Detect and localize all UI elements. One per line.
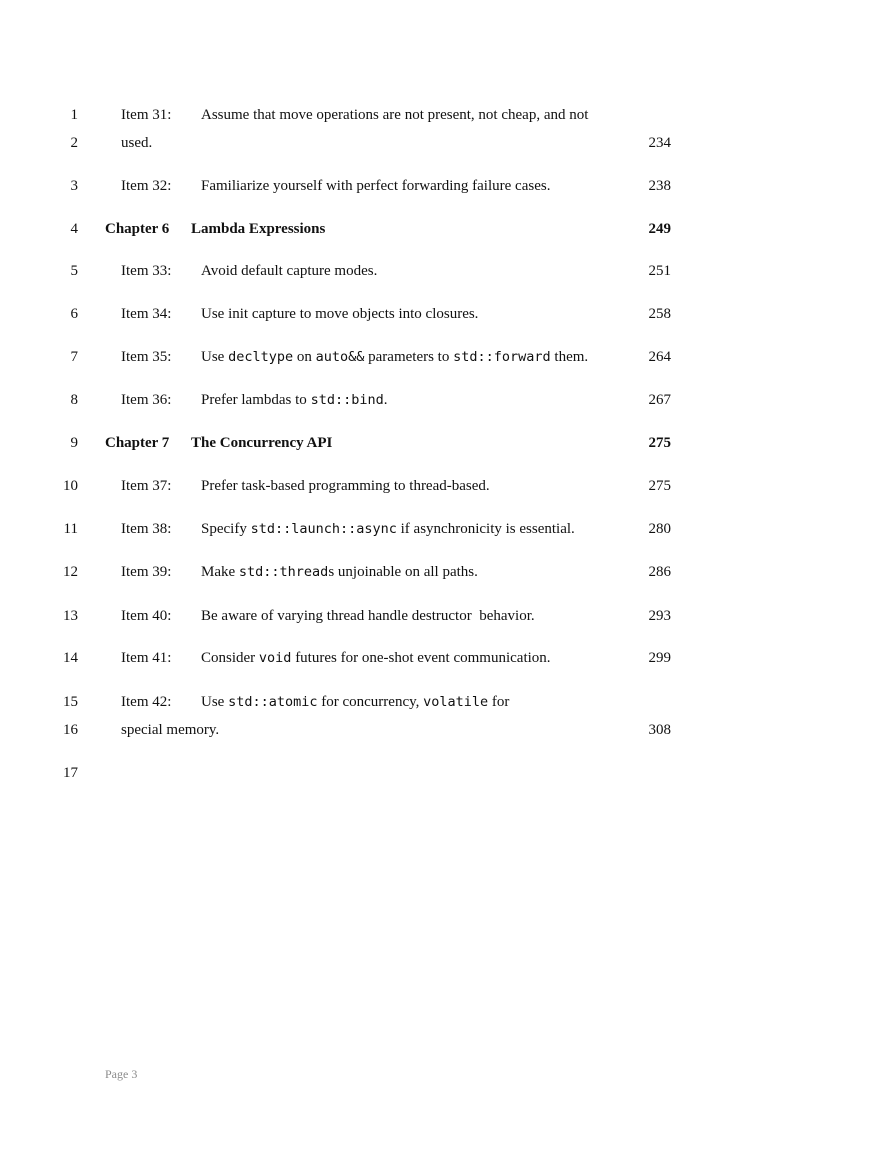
item-title: Prefer lambdas to std::bind.	[201, 392, 388, 408]
page-number: 249	[648, 221, 671, 237]
line-number: 6	[70, 306, 78, 322]
line-number: 12	[63, 564, 78, 580]
toc-entry-item-37[interactable]	[105, 476, 671, 496]
item-label: Item 40:	[121, 608, 172, 624]
item-label: Item 32:	[121, 178, 172, 194]
item-title: Make std::threads unjoinable on all paths.	[201, 564, 478, 580]
line-number: 13	[63, 608, 78, 624]
page-number: 238	[648, 178, 671, 194]
item-title: Use decltype on auto&& parameters to std::forward them.	[201, 349, 589, 365]
item-label: Item 39:	[121, 564, 172, 580]
line-number: 11	[63, 521, 78, 537]
item-title: Familiarize yourself with perfect forwarding failure cases.	[201, 178, 551, 194]
line-number: 9	[70, 435, 78, 451]
item-title: Use init capture to move objects into closures.	[201, 306, 479, 322]
line-number: 8	[70, 392, 78, 408]
toc-entry-item-40[interactable]	[105, 606, 671, 626]
chapter-label: Chapter 6	[105, 221, 170, 237]
line-number: 2	[70, 135, 78, 151]
page-number: 264	[648, 349, 671, 365]
page-number: 275	[648, 435, 671, 451]
toc-entry-item-31[interactable]	[105, 105, 671, 125]
toc-entry-item-35[interactable]	[105, 347, 671, 367]
page-number: 280	[648, 521, 671, 537]
item-label: Item 31:	[121, 107, 172, 123]
page-number: 293	[648, 608, 671, 624]
line-number: 7	[70, 349, 78, 365]
item-title-continued: used.	[121, 135, 153, 151]
item-label: Item 35:	[121, 349, 172, 365]
item-label: Item 42:	[121, 694, 172, 710]
item-label: Item 41:	[121, 650, 172, 666]
toc-entry-item-42[interactable]	[105, 692, 671, 712]
line-number: 10	[63, 478, 78, 494]
chapter-title: Lambda Expressions	[191, 221, 326, 237]
toc-entry-item-33[interactable]	[105, 261, 671, 281]
chapter-title: The Concurrency API	[191, 435, 333, 451]
item-title-continued: special memory.	[121, 722, 220, 738]
item-label: Item 33:	[121, 263, 172, 279]
page-number: 251	[648, 263, 671, 279]
item-title: Specify std::launch::async if asynchronicity is essential.	[201, 521, 575, 537]
page-number: 267	[648, 392, 671, 408]
line-number: 5	[70, 263, 78, 279]
page-number: 258	[648, 306, 671, 322]
item-title: Prefer task-based programming to thread-based.	[201, 478, 490, 494]
page-number: 286	[648, 564, 671, 580]
item-label: Item 36:	[121, 392, 172, 408]
toc-entry-item-34[interactable]	[105, 304, 671, 324]
page-number: 234	[648, 135, 671, 151]
page-number: 299	[648, 650, 671, 666]
line-number: 17	[63, 765, 78, 781]
toc-entry-item-42-continued[interactable]	[105, 720, 671, 740]
item-title: Consider void futures for one-shot event communication.	[201, 650, 551, 666]
line-number: 14	[63, 650, 78, 666]
line-number: 1	[70, 107, 78, 123]
toc-entry-item-36[interactable]	[105, 390, 671, 410]
toc-entry-item-41[interactable]	[105, 648, 671, 668]
line-number: 15	[63, 694, 78, 710]
line-number: 3	[70, 178, 78, 194]
item-label: Item 37:	[121, 478, 172, 494]
item-label: Item 38:	[121, 521, 172, 537]
toc-entry-item-39[interactable]	[105, 562, 671, 582]
item-title: Use std::atomic for concurrency, volatile for	[201, 694, 510, 710]
page-number: 308	[648, 722, 671, 738]
item-title: Be aware of varying thread handle destructor behavior.	[201, 608, 535, 624]
item-label: Item 34:	[121, 306, 172, 322]
page-number: 275	[648, 478, 671, 494]
line-number: 16	[63, 722, 78, 738]
line-number: 4	[70, 221, 78, 237]
toc-entry-item-32[interactable]	[105, 176, 671, 196]
toc-chapter-6[interactable]	[105, 219, 671, 239]
chapter-label: Chapter 7	[105, 435, 170, 451]
page-footer: Page 3	[105, 1067, 138, 1081]
toc-chapter-7[interactable]	[105, 433, 671, 453]
toc-entry-item-31-continued[interactable]	[105, 133, 671, 153]
item-title: Assume that move operations are not present, not cheap, and not	[201, 107, 589, 123]
item-title: Avoid default capture modes.	[201, 263, 378, 279]
toc-entry-item-38[interactable]	[105, 519, 671, 539]
